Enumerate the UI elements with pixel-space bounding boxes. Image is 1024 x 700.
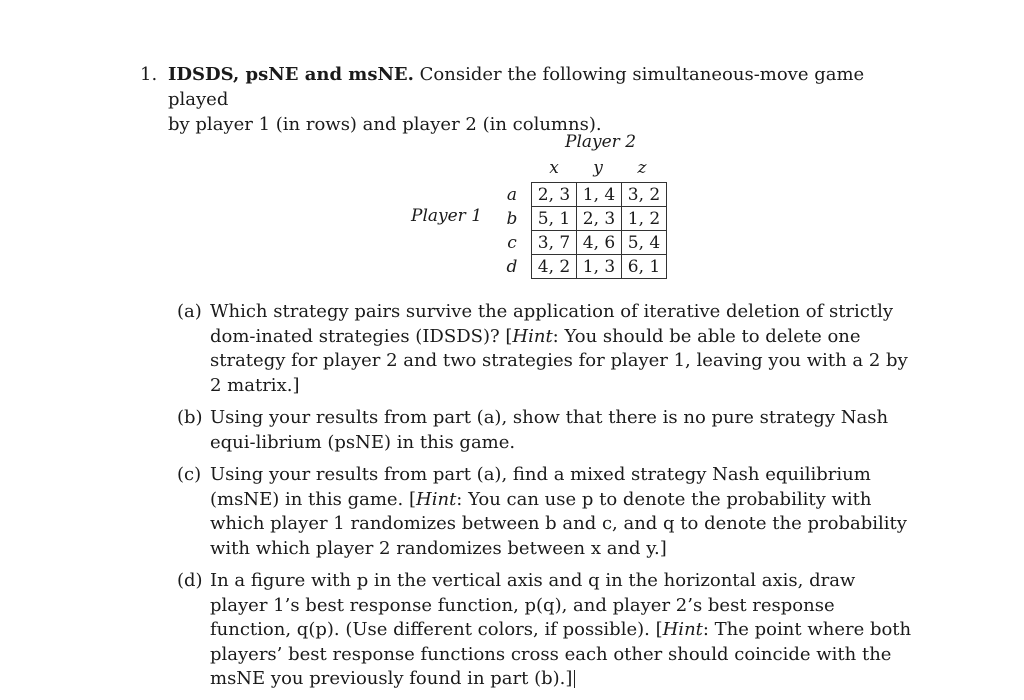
payoff-cell-d-z: 6, 1: [622, 255, 667, 279]
part-d-label: (d): [177, 570, 203, 591]
payoff-cell-a-y: 1, 4: [577, 183, 622, 207]
part-c-text-1: Using your results from part (a), find a mixed strategy Nash equilibrium (msNE) in this game. [: [210, 464, 871, 510]
text-cursor: [574, 670, 575, 688]
player1-label: Player 1: [411, 206, 483, 226]
column-label-x: x: [549, 158, 559, 178]
column-strategy-labels: [532, 158, 664, 178]
part-a-text-2: : You should be able to delete one strategy for player 2 and two strategies for player 1, leaving you with a 2 by 2 matrix.]: [210, 325, 908, 396]
problem-title: IDSDS, psNE and msNE.: [168, 64, 414, 85]
part-c-hint: Hint: [416, 488, 457, 510]
part-a-text: [210, 300, 912, 398]
row-label-c: c: [507, 233, 517, 253]
part-a-text-1: Which strategy pairs survive the application of iterative deletion of strictly dom-inated strategies (IDSDS)? [: [210, 301, 894, 347]
player2-label: Player 2: [565, 132, 637, 152]
payoff-cell-d-x: 4, 2: [532, 255, 577, 279]
part-c-text: [210, 463, 912, 561]
payoff-cell-a-x: 2, 3: [532, 183, 577, 207]
payoff-cell-c-x: 3, 7: [532, 231, 577, 255]
part-d-text-1: In a figure with p in the vertical axis and q in the horizontal axis, draw player 1’s best response function, p(q), and player 2’s best response function, q(p). (Use different colors, if possible). [: [210, 570, 856, 640]
row-label-a: a: [506, 185, 518, 205]
column-label-z: z: [637, 158, 647, 178]
part-b-label: (b): [177, 407, 203, 428]
payoff-cell-c-y: 4, 6: [577, 231, 622, 255]
row-strategy-labels: [505, 183, 519, 279]
row-label-b: b: [506, 209, 518, 229]
payoff-cell-b-y: 2, 3: [577, 207, 622, 231]
payoff-row-d: [532, 255, 667, 279]
part-d: [177, 569, 912, 692]
payoff-cell-c-z: 5, 4: [622, 231, 667, 255]
part-d-hint: Hint: [662, 619, 703, 640]
payoff-cell-b-z: 1, 2: [622, 207, 667, 231]
part-c-text-2: : You can use p to denote the probability with which player 1 randomizes between b and c, and q to denote the probability with which player 2 randomizes between x and y.]: [210, 488, 907, 559]
row-label-d: d: [506, 257, 518, 277]
problem-statement: [140, 62, 910, 137]
problem-number: 1.: [140, 64, 158, 85]
part-c: [177, 463, 912, 561]
problem-intro-line1: Consider the following simultaneous-move game played: [168, 64, 865, 110]
payoff-table: [531, 182, 667, 279]
payoff-row-a: [532, 183, 667, 207]
problem-intro: [168, 62, 910, 137]
payoff-cell-d-y: 1, 3: [577, 255, 622, 279]
payoff-cell-b-x: 5, 1: [532, 207, 577, 231]
column-label-y: y: [593, 158, 603, 178]
problem-intro-line2: by player 1 (in rows) and player 2 (in columns).: [168, 114, 602, 135]
part-a: [177, 300, 912, 398]
payoff-row-b: [532, 207, 667, 231]
question-parts: [177, 300, 912, 700]
part-c-label: (c): [177, 464, 202, 485]
game-matrix: [405, 132, 695, 282]
part-a-label: (a): [177, 301, 202, 322]
problem-header: [140, 62, 910, 137]
payoff-row-c: [532, 231, 667, 255]
part-b: [177, 406, 912, 455]
part-d-text: [210, 569, 912, 692]
part-d-text-2: : The point where both players’ best response functions cross each other should coincide with the msNE you previously found in part (b).]: [210, 619, 912, 689]
part-a-hint: Hint: [512, 325, 553, 347]
payoff-cell-a-z: 3, 2: [622, 183, 667, 207]
part-b-text: Using your results from part (a), show that there is no pure strategy Nash equi-librium (psNE) in this game.: [210, 407, 889, 453]
